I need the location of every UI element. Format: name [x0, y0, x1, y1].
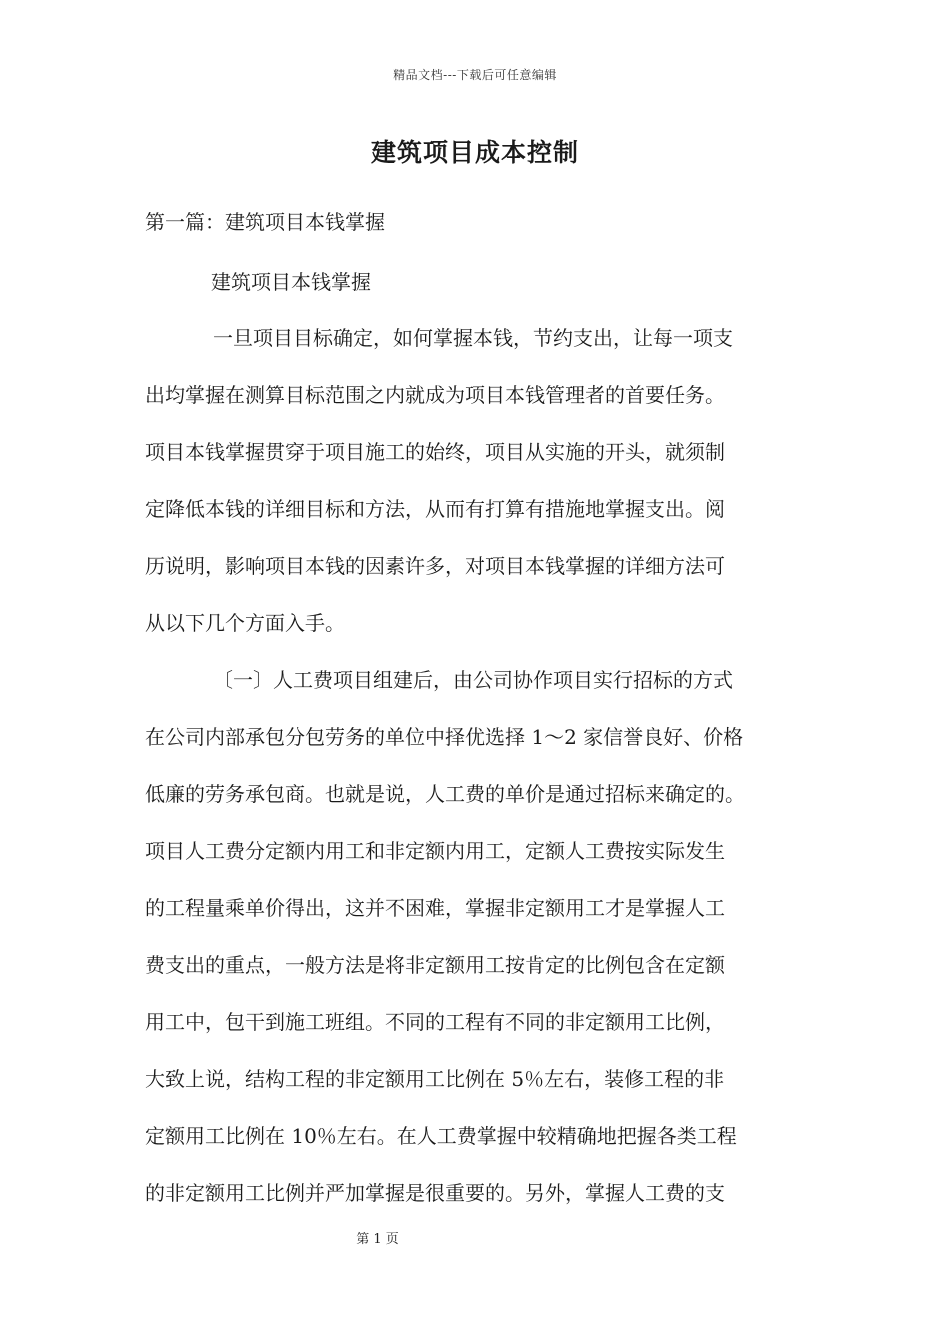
paragraph-line: 的工程量乘单价得出，这并不困难，掌握非定额用工才是掌握人工 [145, 896, 725, 920]
paragraph-line: 出均掌握在测算目标范围之内就成为项目本钱管理者的首要任务。 [145, 383, 725, 407]
section-heading: 第一篇：建筑项目本钱掌握 [145, 210, 385, 234]
header-note: 精品文档---下载后可任意编辑 [393, 68, 557, 82]
paragraph-line: 从以下几个方面入手。 [145, 611, 345, 635]
paragraph-line: 费支出的重点，一般方法是将非定额用工按肯定的比例包含在定额 [145, 953, 725, 977]
document-title: 建筑项目成本控制 [370, 138, 579, 167]
paragraph-line: 定额用工比例在 10％左右。在人工费掌握中较精确地把握各类工程 [145, 1124, 737, 1148]
paragraph-line: 历说明，影响项目本钱的因素许多，对项目本钱掌握的详细方法可 [145, 554, 725, 578]
paragraph-line: 项目人工费分定额内用工和非定额内用工，定额人工费按实际发生 [145, 839, 725, 863]
sub-heading: 建筑项目本钱掌握 [211, 270, 371, 294]
page-number: 第 1 页 [356, 1232, 399, 1247]
paragraph-line: 的非定额用工比例并严加掌握是很重要的。另外，掌握人工费的支 [145, 1181, 725, 1205]
paragraph-line: 一旦项目目标确定，如何掌握本钱，节约支出，让每一项支 [213, 326, 733, 350]
paragraph-line: 用工中，包干到施工班组。不同的工程有不同的非定额用工比例， [145, 1010, 725, 1034]
paragraph-line: 低廉的劳务承包商。也就是说，人工费的单价是通过招标来确定的。 [145, 782, 745, 806]
paragraph-line: 大致上说，结构工程的非定额用工比例在 5％左右，装修工程的非 [145, 1067, 725, 1091]
paragraph-line: 项目本钱掌握贯穿于项目施工的始终，项目从实施的开头，就须制 [145, 440, 725, 464]
paragraph-line: 〔一〕人工费项目组建后，由公司协作项目实行招标的方式 [213, 668, 733, 692]
paragraph-line: 在公司内部承包分包劳务的单位中择优选择 1～2 家信誉良好、价格 [145, 725, 744, 749]
paragraph-line: 定降低本钱的详细目标和方法，从而有打算有措施地掌握支出。阅 [145, 497, 725, 521]
